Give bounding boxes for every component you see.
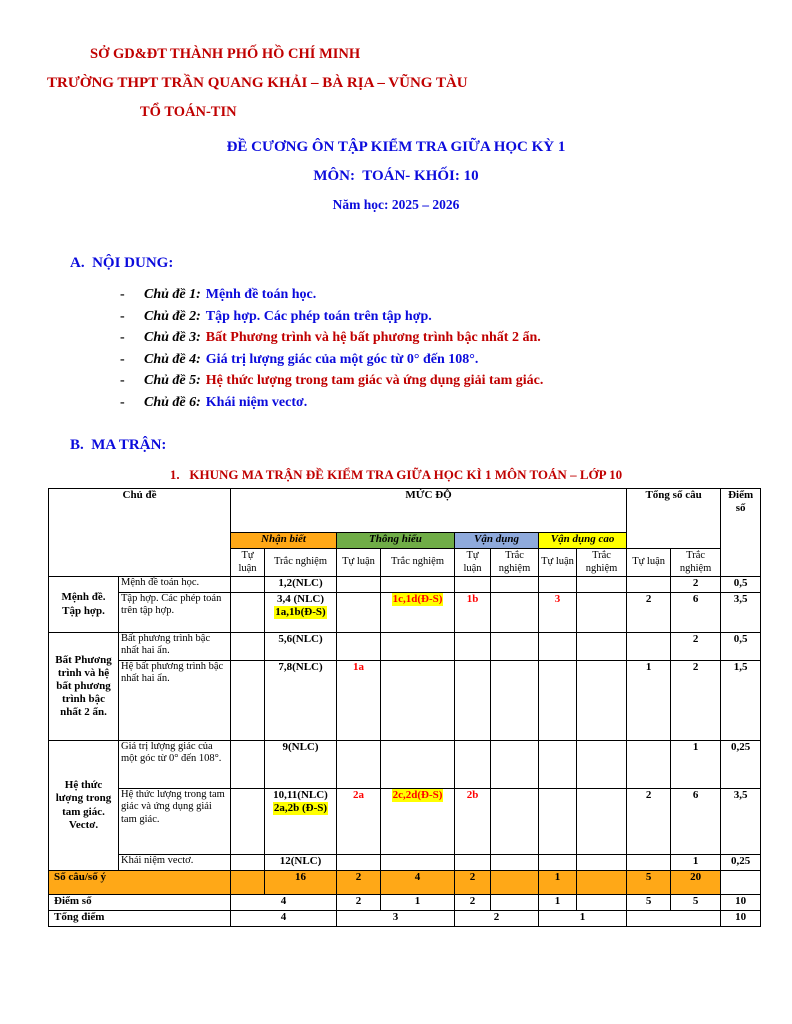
topic-label: Chủ đề 6: — [144, 394, 201, 410]
cell-tong-tl: 2 — [627, 593, 671, 633]
topic-label: Chủ đề 5: — [144, 373, 201, 389]
topic-item-4 — [120, 352, 792, 369]
subcol-tu-luan: Tự luận — [231, 549, 265, 577]
cell-nb-tn — [265, 789, 337, 855]
summary-label: Tổng điểm — [49, 911, 231, 927]
topic-item-6 — [120, 395, 792, 412]
bullet-dash: - — [120, 373, 125, 389]
cell-th-tn: 1 — [381, 895, 455, 911]
empty-cell — [627, 633, 671, 661]
cell-nb-tn: 12(NLC) — [265, 855, 337, 871]
empty-cell — [577, 871, 627, 895]
empty-cell — [337, 593, 381, 633]
bullet-dash: - — [120, 394, 125, 410]
cell-vdc-total: 1 — [539, 911, 627, 927]
col-header-diem-so: Điểm số — [721, 489, 761, 577]
empty-cell — [577, 577, 627, 593]
cell-diem: 0,5 — [721, 633, 761, 661]
empty-cell — [577, 593, 627, 633]
topic-item-5 — [120, 373, 792, 390]
cell-nb-tn: 16 — [265, 871, 337, 895]
topic-item-2 — [120, 309, 792, 326]
cell-main-text: 10,11(NLC) — [273, 789, 328, 802]
table-row — [49, 593, 761, 633]
cell-tong-tn: 5 — [671, 895, 721, 911]
empty-cell — [231, 633, 265, 661]
cell-nb-total: 4 — [231, 895, 337, 911]
cell-th-total: 3 — [337, 911, 455, 927]
bullet-dash: - — [120, 351, 125, 367]
topic-text: Mệnh đề toán học. — [205, 287, 317, 302]
document-header — [0, 0, 792, 213]
cell-highlight-line — [267, 606, 334, 619]
section-b-title: B. MA TRẬN: — [70, 437, 167, 454]
bullet-dash: - — [120, 308, 125, 324]
cell-nb-tn: 9(NLC) — [265, 741, 337, 789]
level-nhan-biet: Nhận biết — [231, 533, 337, 549]
cell-highlight-line — [267, 802, 334, 815]
topic-text: Tập hợp. Các phép toán trên tập hợp. — [205, 308, 432, 324]
summary-row-diem-so — [49, 895, 761, 911]
empty-cell — [231, 593, 265, 633]
cell-diem: 3,5 — [721, 789, 761, 855]
topic-cell: Hệ bất phương trình bậc nhất hai ẩn. — [119, 661, 231, 741]
topic-label: Chủ đề 2: — [144, 308, 201, 324]
cell-tong-tl: 5 — [627, 895, 671, 911]
cell-tong-tl: 1 — [627, 661, 671, 741]
cell-th-tl: 2 — [337, 871, 381, 895]
empty-cell — [381, 633, 455, 661]
col-header-tong-so-cau: Tổng số câu — [627, 489, 721, 549]
department-line: SỞ GD&ĐT THÀNH PHỐ HỒ CHÍ MINH — [90, 46, 361, 62]
empty-cell — [491, 661, 539, 741]
empty-cell — [455, 577, 491, 593]
topic-text: Khái niệm vectơ. — [205, 394, 308, 410]
bullet-dash: - — [120, 330, 125, 346]
col-header-chu-de: Chủ đề — [49, 489, 231, 577]
table-row — [49, 577, 761, 593]
topic-label: Chủ đề 3: — [144, 330, 201, 346]
group-cell-bat-phuong-trinh: Bất Phương trình và hệ bất phương trình bậc nhất 2 ẩn. — [49, 633, 119, 741]
subcol-trac-nghiem: Trắc nghiệm — [491, 549, 539, 577]
subject-line: MÔN: TOÁN- KHỐI: 10 — [313, 168, 479, 184]
cell-tong-tn: 1 — [671, 855, 721, 871]
cell-vdc-tl: 3 — [539, 593, 577, 633]
subcol-tu-luan: Tự luận — [539, 549, 577, 577]
cell-diem: 1,5 — [721, 661, 761, 741]
empty-cell — [231, 661, 265, 741]
empty-cell — [539, 633, 577, 661]
empty-cell — [627, 855, 671, 871]
empty-cell — [627, 741, 671, 789]
cell-tong-tl: 2 — [627, 789, 671, 855]
highlighted-codes: 2a,2b (Đ-S) — [273, 802, 328, 815]
topic-label: Chủ đề 4: — [144, 351, 201, 367]
table-row — [49, 741, 761, 789]
cell-vdc-tl: 1 — [539, 871, 577, 895]
subcol-tu-luan: Tự luận — [337, 549, 381, 577]
cell-vd-tl: 1b — [455, 593, 491, 633]
cell-tong-tn: 2 — [671, 661, 721, 741]
topic-cell: Bất phương trình bậc nhất hai ẩn. — [119, 633, 231, 661]
cell-tong-tn: 20 — [671, 871, 721, 895]
cell-nb-tn: 1,2(NLC) — [265, 577, 337, 593]
group-cell-menh-de-tap-hop: Mệnh đề. Tập hợp. — [49, 577, 119, 633]
topic-text: Hệ thức lượng trong tam giác và ứng dụng giải tam giác. — [205, 373, 544, 389]
empty-cell — [231, 577, 265, 593]
empty-cell — [455, 633, 491, 661]
doc-title: ĐỀ CƯƠNG ÔN TẬP KIỂM TRA GIỮA HỌC KỲ 1 — [226, 139, 566, 155]
summary-row-so-cau — [49, 871, 761, 895]
table-row — [49, 661, 761, 741]
cell-diem-total: 10 — [721, 911, 761, 927]
empty-cell — [627, 577, 671, 593]
topic-text: Bất Phương trình và hệ bất phương trình bậc nhất 2 ẩn. — [205, 330, 541, 346]
cell-diem: 3,5 — [721, 593, 761, 633]
cell-diem: 0,25 — [721, 741, 761, 789]
bullet-dash: - — [120, 287, 125, 302]
empty-cell — [491, 789, 539, 855]
table-row — [49, 855, 761, 871]
cell-vd-tl: 2 — [455, 871, 491, 895]
empty-cell — [577, 741, 627, 789]
level-van-dung-cao: Vận dụng cao — [539, 533, 627, 549]
group-line: TỔ TOÁN-TIN — [140, 104, 237, 120]
empty-cell — [231, 855, 265, 871]
table-row — [49, 633, 761, 661]
empty-cell — [231, 871, 265, 895]
empty-cell — [337, 633, 381, 661]
empty-cell — [577, 633, 627, 661]
topic-cell: Mệnh đề toán học. — [119, 577, 231, 593]
subcol-trac-nghiem: Trắc nghiệm — [671, 549, 721, 577]
empty-cell — [491, 593, 539, 633]
empty-cell — [337, 577, 381, 593]
section-a-title: A. NỘI DUNG: — [70, 255, 174, 271]
topic-list — [0, 287, 792, 411]
cell-nb-total: 4 — [231, 911, 337, 927]
topic-text: Giá trị lượng giác của một góc từ 0° đến 108°. — [205, 351, 479, 367]
cell-th-tl: 1a — [337, 661, 381, 741]
subcol-trac-nghiem: Trắc nghiệm — [265, 549, 337, 577]
cell-tong-tn: 6 — [671, 593, 721, 633]
cell-th-tn — [381, 789, 455, 855]
empty-cell — [455, 661, 491, 741]
school-year-line: Năm học: 2025 – 2026 — [332, 197, 460, 212]
subcol-tu-luan: Tự luận — [455, 549, 491, 577]
empty-cell — [337, 855, 381, 871]
school-line: TRƯỜNG THPT TRẦN QUANG KHẢI – BÀ RỊA – VŨNG TÀU — [47, 75, 468, 91]
cell-tong-tn: 2 — [671, 633, 721, 661]
cell-vd-tl: 2 — [455, 895, 491, 911]
matrix-table-caption: 1. KHUNG MA TRẬN ĐỀ KIỂM TRA GIỮA HỌC KÌ 1 MÔN TOÁN – LỚP 10 — [169, 467, 623, 483]
empty-cell — [455, 741, 491, 789]
topic-item-3 — [120, 330, 792, 347]
empty-cell — [381, 577, 455, 593]
empty-cell — [491, 741, 539, 789]
cell-nb-tn: 7,8(NLC) — [265, 661, 337, 741]
empty-cell — [539, 741, 577, 789]
empty-cell — [539, 661, 577, 741]
empty-cell — [491, 895, 539, 911]
cell-tong-tn: 6 — [671, 789, 721, 855]
highlighted-codes: 1c,1d(Đ-S) — [392, 593, 443, 606]
cell-vdc-tl: 1 — [539, 895, 577, 911]
cell-th-tl: 2 — [337, 895, 381, 911]
empty-cell — [577, 855, 627, 871]
empty-cell — [337, 741, 381, 789]
empty-cell — [539, 855, 577, 871]
level-thong-hieu: Thông hiểu — [337, 533, 455, 549]
highlighted-codes: 1a,1b(Đ-S) — [275, 606, 326, 619]
empty-cell — [231, 741, 265, 789]
cell-tong-tn: 1 — [671, 741, 721, 789]
cell-diem-total: 10 — [721, 895, 761, 911]
empty-cell — [455, 855, 491, 871]
cell-tong-tl: 5 — [627, 871, 671, 895]
header-row-1 — [49, 489, 761, 533]
empty-cell — [491, 871, 539, 895]
cell-vd-tl: 2b — [455, 789, 491, 855]
empty-cell — [721, 871, 761, 895]
cell-tong-tn: 2 — [671, 577, 721, 593]
table-row — [49, 789, 761, 855]
empty-cell — [231, 789, 265, 855]
empty-cell — [491, 855, 539, 871]
matrix-table — [48, 488, 761, 927]
level-van-dung: Vận dụng — [455, 533, 539, 549]
subcol-trac-nghiem: Trắc nghiệm — [381, 549, 455, 577]
summary-label: Điểm số — [49, 895, 231, 911]
cell-nb-tn — [265, 593, 337, 633]
summary-row-tong-diem — [49, 911, 761, 927]
empty-cell — [577, 895, 627, 911]
cell-nb-tn: 5,6(NLC) — [265, 633, 337, 661]
empty-cell — [381, 661, 455, 741]
cell-diem: 0,25 — [721, 855, 761, 871]
empty-cell — [491, 633, 539, 661]
cell-vd-total: 2 — [455, 911, 539, 927]
highlighted-codes: 2c,2d(Đ-S) — [392, 789, 443, 802]
empty-cell — [577, 789, 627, 855]
cell-diem: 0,5 — [721, 577, 761, 593]
topic-cell: Giá trị lượng giác của một góc từ 0° đến 108°. — [119, 741, 231, 789]
empty-cell — [539, 789, 577, 855]
cell-th-tl: 2a — [337, 789, 381, 855]
cell-th-tn — [381, 593, 455, 633]
empty-cell — [381, 741, 455, 789]
subcol-tu-luan: Tự luận — [627, 549, 671, 577]
summary-label: Số câu/số ý — [49, 871, 231, 895]
cell-th-tn: 4 — [381, 871, 455, 895]
empty-cell — [381, 855, 455, 871]
col-header-muc-do: MỨC ĐỘ — [231, 489, 627, 533]
subcol-trac-nghiem: Trắc nghiệm — [577, 549, 627, 577]
empty-cell — [491, 577, 539, 593]
cell-main-text: 3,4 (NLC) — [276, 593, 325, 606]
empty-cell — [627, 911, 721, 927]
topic-cell: Hệ thức lượng trong tam giác và ứng dụng giải tam giác. — [119, 789, 231, 855]
empty-cell — [577, 661, 627, 741]
topic-cell: Khái niệm vectơ. — [119, 855, 231, 871]
empty-cell — [539, 577, 577, 593]
group-cell-he-thuc-luong: Hệ thức lượng trong tam giác. Vectơ. — [49, 741, 119, 871]
topic-cell: Tập hợp. Các phép toán trên tập hợp. — [119, 593, 231, 633]
topic-item-1 — [120, 287, 792, 304]
topic-label: Chủ đề 1: — [144, 287, 201, 302]
